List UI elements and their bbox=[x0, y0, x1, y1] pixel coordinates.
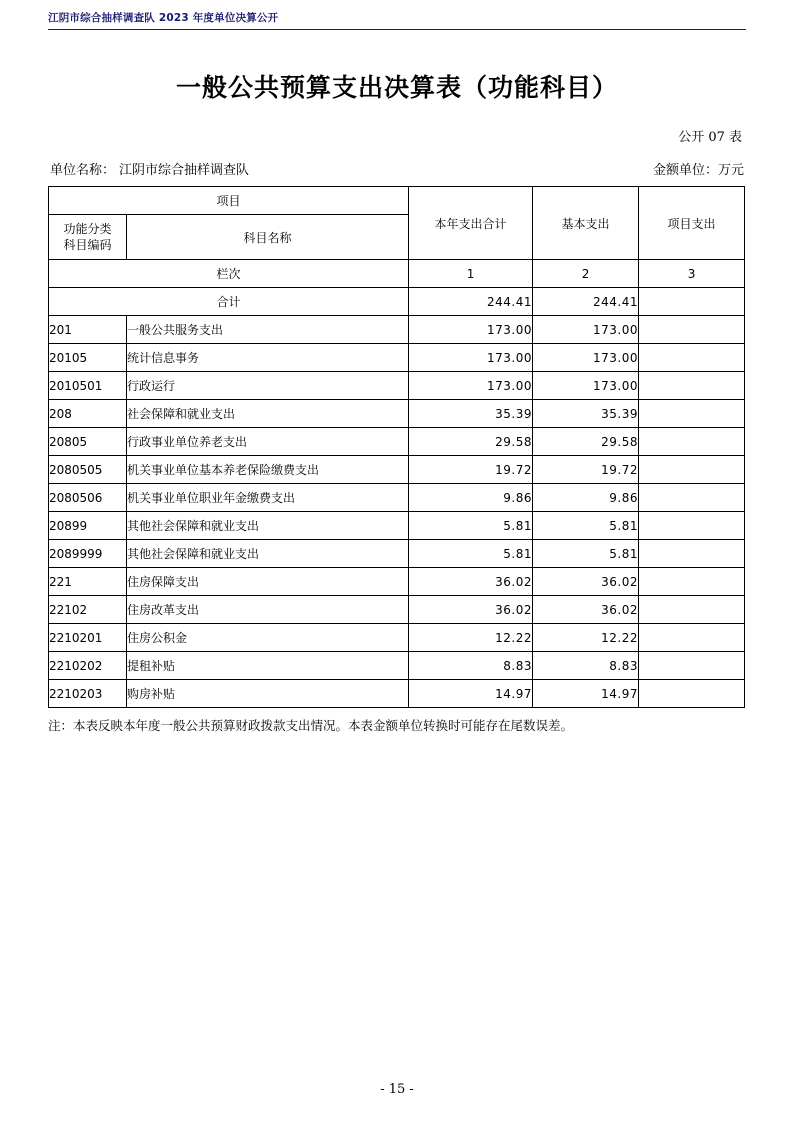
row-name: 住房保障支出 bbox=[127, 568, 409, 596]
unit-name-block bbox=[50, 159, 249, 178]
table-row bbox=[49, 400, 745, 428]
row-project bbox=[639, 568, 745, 596]
table-row bbox=[49, 680, 745, 708]
row-total: 14.97 bbox=[409, 680, 533, 708]
table-row bbox=[49, 512, 745, 540]
table-row-total bbox=[49, 288, 745, 316]
row-code: 20105 bbox=[49, 344, 127, 372]
row-basic: 14.97 bbox=[533, 680, 639, 708]
row-code: 201 bbox=[49, 316, 127, 344]
table-note: 注：本表反映本年度一般公共预算财政拨款支出情况。本表金额单位转换时可能存在尾数误差。 bbox=[48, 718, 574, 733]
row-basic: 29.58 bbox=[533, 428, 639, 456]
row-total: 35.39 bbox=[409, 400, 533, 428]
header-code bbox=[49, 215, 127, 260]
header-project-group: 项目 bbox=[49, 187, 409, 215]
row-name: 住房改革支出 bbox=[127, 596, 409, 624]
row-project bbox=[639, 624, 745, 652]
row-name: 其他社会保障和就业支出 bbox=[127, 540, 409, 568]
row-project bbox=[639, 680, 745, 708]
row-code: 2210201 bbox=[49, 624, 127, 652]
row-total: 36.02 bbox=[409, 596, 533, 624]
row-total: 29.58 bbox=[409, 428, 533, 456]
header-code-line2: 科目编码 bbox=[63, 238, 112, 252]
table-row bbox=[49, 344, 745, 372]
row-project bbox=[639, 344, 745, 372]
column-index-2: 2 bbox=[533, 260, 639, 288]
page-number: - 15 - bbox=[380, 1082, 414, 1097]
table-row bbox=[49, 652, 745, 680]
row-name: 机关事业单位基本养老保险缴费支出 bbox=[127, 456, 409, 484]
column-index-3: 3 bbox=[639, 260, 745, 288]
table-row bbox=[49, 624, 745, 652]
row-name: 一般公共服务支出 bbox=[127, 316, 409, 344]
row-total: 173.00 bbox=[409, 344, 533, 372]
row-total: 8.83 bbox=[409, 652, 533, 680]
table-row bbox=[49, 372, 745, 400]
total-row-total: 244.41 bbox=[409, 288, 533, 316]
row-project bbox=[639, 484, 745, 512]
row-total: 5.81 bbox=[409, 512, 533, 540]
row-code: 2010501 bbox=[49, 372, 127, 400]
row-code: 2089999 bbox=[49, 540, 127, 568]
row-basic: 5.81 bbox=[533, 540, 639, 568]
row-name: 购房补贴 bbox=[127, 680, 409, 708]
row-total: 173.00 bbox=[409, 372, 533, 400]
row-name: 社会保障和就业支出 bbox=[127, 400, 409, 428]
row-name: 行政运行 bbox=[127, 372, 409, 400]
form-number: 公开 07 表 bbox=[678, 130, 742, 145]
row-basic: 12.22 bbox=[533, 624, 639, 652]
row-code: 2210202 bbox=[49, 652, 127, 680]
table-row bbox=[49, 316, 745, 344]
row-project bbox=[639, 372, 745, 400]
row-total: 12.22 bbox=[409, 624, 533, 652]
table-row bbox=[49, 484, 745, 512]
row-basic: 9.86 bbox=[533, 484, 639, 512]
row-name: 住房公积金 bbox=[127, 624, 409, 652]
amount-unit-label: 金额单位：万元 bbox=[652, 162, 744, 177]
header-divider bbox=[48, 29, 746, 30]
row-basic: 173.00 bbox=[533, 344, 639, 372]
row-total: 19.72 bbox=[409, 456, 533, 484]
header-total: 本年支出合计 bbox=[409, 187, 533, 260]
header-project: 项目支出 bbox=[639, 187, 745, 260]
row-code: 208 bbox=[49, 400, 127, 428]
row-code: 2080505 bbox=[49, 456, 127, 484]
row-code: 22102 bbox=[49, 596, 127, 624]
row-project bbox=[639, 428, 745, 456]
row-basic: 173.00 bbox=[533, 372, 639, 400]
table-column-index-row bbox=[49, 260, 745, 288]
header-basic: 基本支出 bbox=[533, 187, 639, 260]
row-total: 173.00 bbox=[409, 316, 533, 344]
row-basic: 8.83 bbox=[533, 652, 639, 680]
total-row-label: 合计 bbox=[49, 288, 409, 316]
header-subject-name: 科目名称 bbox=[127, 215, 409, 260]
row-project bbox=[639, 316, 745, 344]
row-basic: 5.81 bbox=[533, 512, 639, 540]
table-row bbox=[49, 456, 745, 484]
unit-name-value: 江阴市综合抽样调查队 bbox=[119, 162, 250, 177]
row-name: 其他社会保障和就业支出 bbox=[127, 512, 409, 540]
total-row-project bbox=[639, 288, 745, 316]
meta-row bbox=[48, 159, 746, 178]
row-project bbox=[639, 596, 745, 624]
row-project bbox=[639, 400, 745, 428]
table-header-row-group bbox=[49, 187, 745, 215]
row-code: 221 bbox=[49, 568, 127, 596]
running-header-text: 江阴市综合抽样调查队 2023 年度单位决算公开 bbox=[48, 12, 279, 24]
total-row-basic: 244.41 bbox=[533, 288, 639, 316]
row-basic: 36.02 bbox=[533, 596, 639, 624]
row-basic: 173.00 bbox=[533, 316, 639, 344]
column-index-label: 栏次 bbox=[49, 260, 409, 288]
budget-table bbox=[48, 186, 745, 708]
row-code: 2210203 bbox=[49, 680, 127, 708]
table-row bbox=[49, 428, 745, 456]
unit-name-label: 单位名称： bbox=[50, 162, 116, 177]
row-project bbox=[639, 512, 745, 540]
row-code: 2080506 bbox=[49, 484, 127, 512]
row-total: 9.86 bbox=[409, 484, 533, 512]
row-code: 20805 bbox=[49, 428, 127, 456]
running-header bbox=[48, 0, 746, 30]
row-project bbox=[639, 540, 745, 568]
row-name: 统计信息事务 bbox=[127, 344, 409, 372]
page-title: 一般公共预算支出决算表（功能科目） bbox=[175, 73, 618, 102]
row-basic: 19.72 bbox=[533, 456, 639, 484]
column-index-1: 1 bbox=[409, 260, 533, 288]
row-name: 机关事业单位职业年金缴费支出 bbox=[127, 484, 409, 512]
row-project bbox=[639, 456, 745, 484]
row-name: 行政事业单位养老支出 bbox=[127, 428, 409, 456]
row-total: 5.81 bbox=[409, 540, 533, 568]
row-name: 提租补贴 bbox=[127, 652, 409, 680]
row-code: 20899 bbox=[49, 512, 127, 540]
row-basic: 36.02 bbox=[533, 568, 639, 596]
row-total: 36.02 bbox=[409, 568, 533, 596]
row-basic: 35.39 bbox=[533, 400, 639, 428]
header-code-line1: 功能分类 bbox=[63, 221, 112, 236]
table-row bbox=[49, 568, 745, 596]
table-row bbox=[49, 596, 745, 624]
row-project bbox=[639, 652, 745, 680]
table-row bbox=[49, 540, 745, 568]
